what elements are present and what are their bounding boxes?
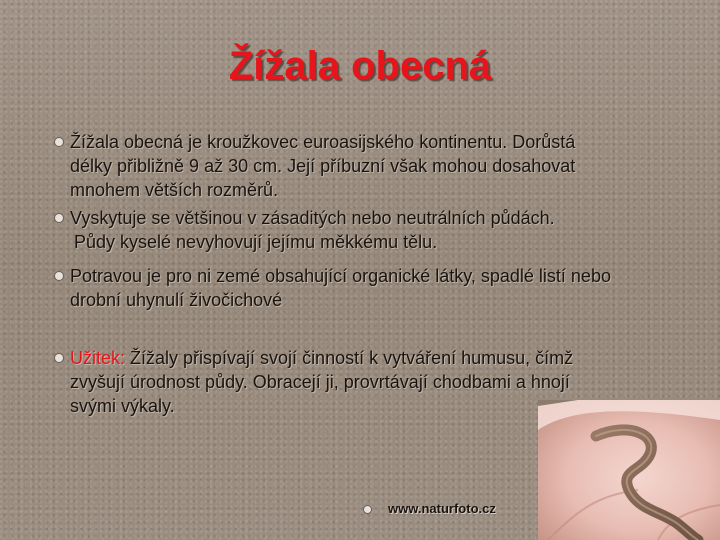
bullet-2-line-1: Vyskytuje se většinou v zásaditých nebo neutrálních půdách. xyxy=(70,208,555,228)
source-credit: www.naturfoto.cz xyxy=(388,501,496,516)
bullet-2 xyxy=(70,206,720,254)
bullet-1-line-3: mnohem větších rozměrů. xyxy=(70,180,279,200)
bullet-4-line-3: svými výkaly. xyxy=(70,396,175,416)
bullet-4-lead: Užitek: xyxy=(70,348,126,368)
bullet-dot xyxy=(55,214,63,222)
bullet-1-line-1: Žížala obecná je kroužkovec euroasijského kontinentu. Dorůstá xyxy=(70,132,576,152)
footer-bullet-dot xyxy=(364,506,371,513)
bullet-dot xyxy=(55,354,63,362)
slide-title: Žížala obecná xyxy=(228,44,492,88)
earthworm-photo xyxy=(538,400,720,540)
bullet-dot xyxy=(55,272,63,280)
bullet-4-line-1 xyxy=(70,346,720,370)
bullet-1 xyxy=(70,130,720,202)
bullet-3-line-1: Potravou je pro ni zemé obsahující organické látky, spadlé listí nebo xyxy=(70,266,611,286)
bullet-3 xyxy=(70,264,720,312)
bullet-3-line-2: drobní uhynulí živočichové xyxy=(70,290,283,310)
bullet-2-continuation: Půdy kyselé nevyhovují jejímu měkkému tělu. xyxy=(74,232,438,252)
bullet-dot xyxy=(55,138,63,146)
bullet-4-line-1-text: Žížaly přispívají svojí činností k vytváření humusu, čímž xyxy=(125,348,574,368)
earthworm-photo-graphic xyxy=(538,400,720,540)
bullet-4-line-2: zvyšují úrodnost půdy. Obracejí ji, provrtávají chodbami a hnojí xyxy=(70,372,570,392)
bullet-1-line-2: délky přibližně 9 až 30 cm. Její příbuzní však mohou dosahovat xyxy=(70,156,576,176)
